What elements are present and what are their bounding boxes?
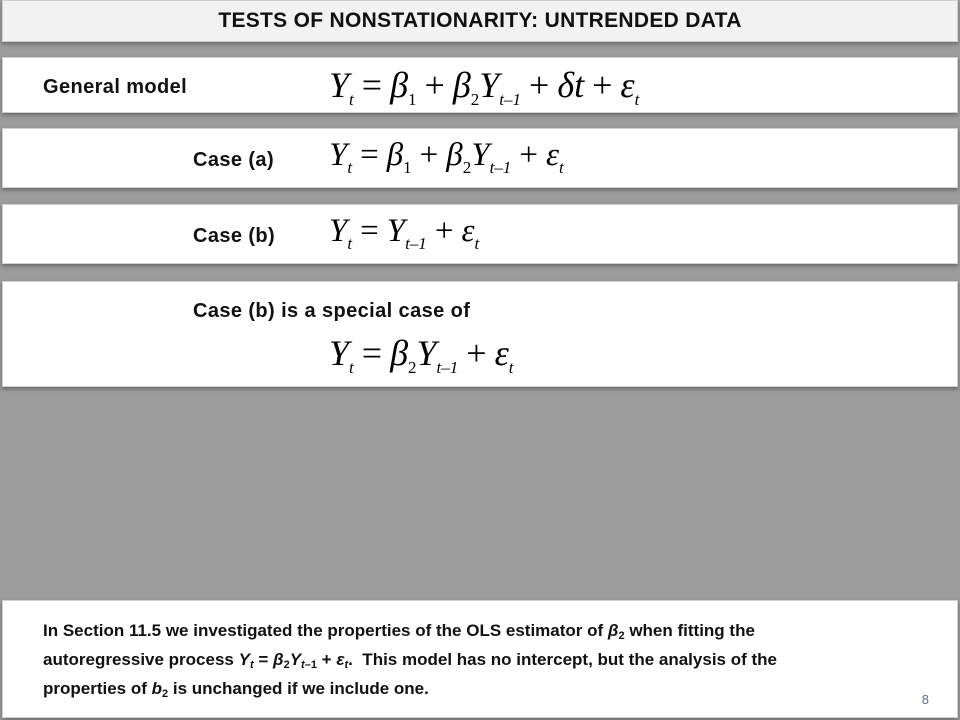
general-model-label: General model	[43, 76, 188, 98]
special-case-equation: $Y_t = \beta_2Y_{t-1} + \varepsilon_t$	[329, 333, 514, 377]
note-panel	[2, 600, 958, 718]
case-a-label: Case (a)	[193, 149, 275, 171]
note-text	[43, 619, 913, 706]
case-b-equation: $Y_t = Y_{t-1} + \varepsilon_t$	[329, 213, 480, 253]
case-b-row	[2, 204, 958, 264]
title-bar	[2, 0, 958, 42]
page-number: 8	[921, 692, 929, 707]
general-model-equation: $Y_t = \beta_1 + \beta_2Y_{t-1} + \delta t + \varepsilon_t$	[329, 65, 640, 109]
special-case-label: Case (b) is a special case of	[193, 300, 471, 322]
note-line-1: In Section 11.5 we investigated the properties of the OLS estimator of $\beta_2$ when fitting the	[43, 621, 755, 642]
case-a-equation: $Y_t = \beta_1 + \beta_2Y_{t-1} + \varepsilon_t$	[329, 137, 564, 177]
general-model-row	[2, 57, 958, 113]
case-b-label: Case (b)	[193, 225, 276, 247]
special-case-row	[2, 281, 958, 387]
slide-title: TESTS OF NONSTATIONARITY: UNTRENDED DATA	[218, 9, 742, 32]
case-a-row	[2, 128, 958, 188]
note-line-2: autoregressive process $Y_t = \beta_2Y_{t-1} + \varepsilon_t$. This model has no intercept, but the analysis of the	[43, 650, 777, 671]
note-line-3: properties of $b_2$ is unchanged if we include one.	[43, 679, 429, 700]
